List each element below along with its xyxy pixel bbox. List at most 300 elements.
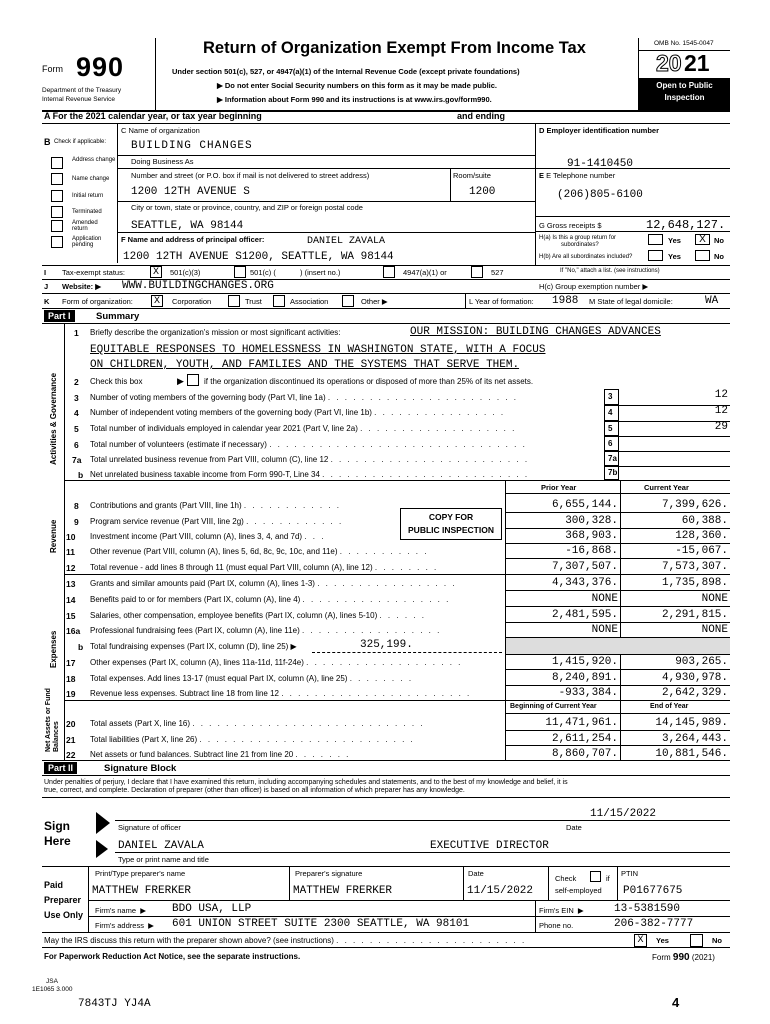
discuss-yes-box[interactable]: X: [634, 934, 647, 947]
line12-prior: 7,307,507.: [551, 561, 618, 573]
part1-side-divider: [64, 323, 65, 760]
box5: 5: [604, 421, 619, 436]
omb-number: OMB No. 1545-0047: [654, 40, 714, 47]
name-arrow-icon: [96, 840, 108, 858]
row-k-letter: K: [44, 297, 50, 306]
line7a-label-text: Total unrelated business revenue from Part VIII, column (C), line 12: [90, 455, 329, 464]
phone-rule: [535, 216, 730, 217]
hc-label: H(c) Group exemption number ▶: [539, 282, 649, 291]
line8-current: 7,399,626.: [661, 499, 728, 511]
line5-label-text: Total number of individuals employed in calendar year 2021 (Part V, line 2a): [90, 424, 358, 433]
perjury-line2: true, correct, and complete. Declaration of preparer (other than officer) is based on all information of which preparer has any knowledge.: [44, 787, 465, 794]
line21-label: Total liabilities (Part X, line 26) . . . . . . . . . . . . . . . . . . . . . . . . . .: [90, 735, 415, 744]
line2-number: 2: [74, 377, 79, 387]
line10-prior: 368,903.: [565, 530, 618, 542]
v-rule-7a: [619, 466, 730, 467]
date-col-divider: [463, 866, 464, 900]
firm-address: 601 UNION STREET SUITE 2300 SEATTLE, WA 98101: [172, 918, 470, 930]
line22-number: 22: [66, 750, 76, 760]
other-label-text: Other: [361, 297, 380, 306]
formation-label: L Year of formation:: [469, 297, 534, 306]
side-activities-governance: Activities & Governance: [49, 372, 58, 465]
city-rule: [117, 232, 535, 233]
amt-rule-11: [505, 558, 730, 559]
box3: 3: [604, 389, 619, 405]
paperwork-notice: For Paperwork Reduction Act Notice, see the separate instructions.: [44, 952, 301, 961]
discuss-yes: Yes: [656, 936, 669, 945]
corp-checkbox[interactable]: X: [151, 295, 163, 307]
stamp-line2: PUBLIC INSPECTION: [408, 525, 494, 535]
line2-arrow-icon: ▶: [177, 376, 184, 386]
website-value: WWW.BUILDINGCHANGES.ORG: [122, 280, 274, 292]
line8-label: Contributions and grants (Part VIII, line 1h) . . . . . . . . . . . .: [90, 501, 341, 510]
part2-title: Signature Block: [104, 763, 177, 774]
line4-label-text: Number of independent voting members of the governing body (Part VI, line 1b): [90, 408, 372, 417]
box7a: 7a: [604, 451, 619, 466]
initial-return-checkbox[interactable]: [51, 190, 63, 202]
line5-label: Total number of individuals employed in calendar year 2021 (Part V, line 2a) . . . . . . . . . . . . . . . . . . .: [90, 424, 517, 433]
line3-value: 12: [714, 389, 728, 401]
line12-label-text: Total revenue - add lines 8 through 11 (must equal Part VIII, column (A), line 12): [90, 563, 373, 572]
firm-name: BDO USA, LLP: [172, 903, 252, 915]
preparer-name: MATTHEW FRERKER: [92, 885, 192, 897]
line4-number: 4: [74, 408, 79, 418]
line7b-number: b: [78, 470, 84, 480]
line5-number: 5: [74, 424, 79, 434]
line18-label: Total expenses. Add lines 13-17 (must equal Part IX, column (A), line 25) . . . . . . . .: [90, 674, 414, 683]
line20-number: 20: [66, 719, 76, 729]
eoy-header: End of Year: [650, 703, 689, 710]
website-label-text: Website:: [62, 282, 94, 291]
amended-return-checkbox[interactable]: [51, 220, 63, 232]
line16a-label: Professional fundraising fees (Part IX, column (A), line 11e) . . . . . . . . . . . . . . . . .: [90, 626, 442, 635]
part1-rule: [42, 323, 730, 324]
officer-title: EXECUTIVE DIRECTOR: [430, 840, 549, 852]
line16b-shaded: [506, 638, 730, 654]
firm-address-label-text: Firm's address: [95, 921, 144, 930]
room-label: Room/suite: [453, 171, 491, 180]
ein-value: 91-1410450: [567, 158, 634, 170]
jsa-code: 1E1065 3.000: [32, 986, 73, 993]
part2-label: Part II: [44, 762, 77, 774]
line11-current: -15,067.: [675, 545, 728, 557]
domicile-state: WA: [705, 295, 719, 307]
ha-sub: subordinates?: [561, 242, 599, 248]
org-name: BUILDING CHANGES: [131, 140, 253, 152]
line11-number: 11: [66, 547, 75, 557]
hc-label-text: H(c) Group exemption number: [539, 282, 641, 291]
line8-number: 8: [74, 501, 79, 511]
part1-title: Summary: [96, 311, 140, 322]
net-assets-top-rule: [64, 700, 730, 701]
side-net-assets: Net Assets or Fund Balances: [45, 688, 60, 752]
terminated-label: Terminated: [72, 209, 102, 215]
line21-current: 3,264,443.: [661, 733, 728, 745]
form-footer: [652, 952, 715, 963]
line20-prior: 11,471,961.: [545, 717, 618, 729]
org-name-label: C Name of organization: [121, 126, 200, 135]
line18-prior: 8,240,891.: [551, 672, 618, 684]
ptin-label: PTIN: [621, 869, 639, 878]
box6: 6: [604, 436, 619, 451]
tax-status-label: Tax-exempt status:: [62, 268, 125, 277]
hb-label: H(b) Are all subordinates included?: [539, 254, 633, 260]
line13-label-text: Grants and similar amounts paid (Part IX, column (A), lines 1-3): [90, 579, 315, 588]
boy-header: Beginning of Current Year: [510, 703, 597, 710]
ssn-notice: ▶ Do not enter Social Security numbers on this form as it may be made public.: [217, 81, 498, 90]
ha-no: No: [714, 236, 724, 245]
application-pending-checkbox[interactable]: [51, 236, 63, 248]
a1-label: 4947(a)(1) or: [403, 268, 447, 277]
formation-year: 1988: [552, 295, 579, 307]
name-change-checkbox[interactable]: [51, 173, 63, 185]
line7a-label: Total unrelated business revenue from Part VIII, column (C), line 12 . . . . . . . . . . . . . . . . . . . . . . . .: [90, 455, 530, 464]
amt-rule-10: [505, 543, 730, 544]
form-org-label: Form of organization:: [62, 297, 133, 306]
preparer-sig-label[interactable]: Preparer's signature: [295, 869, 363, 878]
line19-prior: -933,384.: [558, 687, 618, 699]
sign-label: Sign: [44, 819, 70, 833]
ha-no-box[interactable]: X: [695, 234, 710, 245]
name-change-label: Name change: [72, 176, 110, 182]
info-notice: ▶ Information about Form 990 and its instructions is at www.irs.gov/form990.: [217, 95, 492, 104]
c3-label: 501(c)(3): [170, 268, 201, 277]
application-pending-label: Application pending: [72, 236, 102, 249]
box7b: 7b: [604, 466, 619, 480]
gross-receipts: 12,648,127.: [646, 218, 726, 232]
line17-current: 903,265.: [675, 656, 728, 668]
city-label: City or town, state or province, country, and ZIP or foreign postal code: [131, 203, 363, 212]
row-k-rule: [42, 308, 730, 309]
line13-prior: 4,343,376.: [551, 577, 618, 589]
stamp-line1: COPY FOR: [428, 512, 474, 522]
footer-form-word: Form: [652, 953, 671, 962]
gross-rule: [535, 231, 730, 232]
line22-current: 10,881,546.: [655, 748, 728, 760]
address-change-checkbox[interactable]: [51, 157, 63, 169]
box4: 4: [604, 405, 619, 421]
row-a-ending: and ending: [457, 111, 505, 121]
sign-bottom-rule: [42, 866, 730, 867]
v-rule-5: [619, 436, 730, 437]
line7b-label: Net unrelated business taxable income from Form 990-T, Line 34 . . . . . . . . . . . . . . . . . . . . . . . . .: [90, 470, 530, 479]
line19-label: Revenue less expenses. Subtract line 18 from line 12 . . . . . . . . . . . . . . . . . . . . . . .: [90, 689, 472, 698]
line10-current: 128,360.: [675, 530, 728, 542]
line16a-label-text: Professional fundraising fees (Part IX, column (A), line 11e): [90, 626, 300, 635]
c3-checkbox[interactable]: X: [150, 266, 162, 278]
preparer-name-label: Print/Type preparer's name: [95, 869, 186, 878]
principal-officer-label: F Name and address of principal officer:: [121, 235, 265, 244]
hb-yes: Yes: [668, 252, 681, 261]
irs-discuss-label: May the IRS discuss this return with the preparer shown above? (see instructions) . . . . . . . . . . . . . . . . . . . . . . .: [44, 936, 527, 945]
signature-date-label: Date: [566, 823, 582, 832]
amt-rule-15: [505, 622, 730, 623]
page-number: 4: [672, 995, 680, 1010]
line3-label: Number of voting members of the governing body (Part VI, line 1a) . . . . . . . . . . . . . . . . . . . . . . .: [90, 393, 518, 402]
website-label: Website: ▶: [62, 282, 101, 291]
line13-current: 1,735,898.: [661, 577, 728, 589]
line11-label-text: Other revenue (Part VIII, column (A), lines 5, 6d, 8c, 9c, 10c, and 11e): [90, 547, 338, 556]
line9-prior: 300,328.: [565, 515, 618, 527]
line16a-prior: NONE: [591, 624, 618, 636]
officer-sign-date: 11/15/2022: [590, 808, 657, 820]
form-word: Form: [42, 64, 63, 74]
line6-number: 6: [74, 440, 79, 450]
org-city: SEATTLE, WA 98144: [131, 220, 244, 232]
line16b-underline: [312, 652, 502, 653]
officer-print-name: DANIEL ZAVALA: [118, 840, 204, 852]
perjury-line1: Under penalties of perjury, I declare that I have examined this return, including accompanying schedules and statements, and to the best of my knowledge and belief, it is: [44, 779, 568, 786]
firm-address-label: Firm's address ▶: [95, 921, 154, 930]
here-label: Here: [44, 834, 71, 848]
discuss-no-box[interactable]: [690, 934, 703, 947]
discontinued-checkbox[interactable]: [187, 374, 199, 386]
firm-name-label: Firm's name ▶: [95, 906, 146, 915]
v-rule-6: [619, 451, 730, 452]
line21-prior: 2,611,254.: [551, 733, 618, 745]
preparer-signature: MATTHEW FRERKER: [293, 885, 393, 897]
c-checkbox[interactable]: [234, 266, 246, 278]
prior-year-header: Prior Year: [541, 483, 577, 492]
line16b-number: b: [78, 642, 84, 652]
amt-rule-8: [505, 512, 730, 513]
line17-number: 17: [66, 658, 76, 668]
amt-rule-13: [505, 590, 730, 591]
org-name-rule: [117, 155, 535, 156]
insert-label: ) (insert no.): [300, 268, 341, 277]
line16b-label-text: Total fundraising expenses (Part IX, column (D), line 25): [90, 642, 289, 651]
mission-line1: OUR MISSION: BUILDING CHANGES ADVANCES: [410, 326, 661, 338]
ein-rule: [535, 168, 730, 169]
side-expenses: Expenses: [49, 630, 58, 668]
form-title: Return of Organization Exempt From Income Tax: [203, 39, 586, 57]
assoc-checkbox[interactable]: [273, 295, 285, 307]
firm-phone: 206-382-7777: [614, 918, 694, 930]
line16b-value: 325,199.: [360, 639, 413, 651]
preparer-date: 11/15/2022: [467, 885, 534, 897]
corp-label: Corporation: [172, 297, 212, 306]
ein-label: D Employer identification number: [539, 126, 660, 135]
line12-label: Total revenue - add lines 8 through 11 (must equal Part VIII, column (A), line 12) . . . . . . . .: [90, 563, 439, 572]
initial-return-label: Initial return: [72, 193, 104, 199]
line13-label: Grants and similar amounts paid (Part IX, column (A), lines 1-3) . . . . . . . . . . . . . . . . .: [90, 579, 457, 588]
line10-label-text: Investment income (Part VIII, column (A), lines 3, 4, and 7d): [90, 532, 303, 541]
room-divider: [450, 168, 451, 201]
trust-label: Trust: [245, 297, 262, 306]
row-a-rule: [42, 123, 730, 124]
line9-label: Program service revenue (Part VIII, line 2g) . . . . . . . . . . . .: [90, 517, 344, 526]
v-rule-4: [619, 421, 730, 422]
current-year-header: Current Year: [644, 483, 689, 492]
dba-label: Doing Business As: [131, 157, 194, 166]
ptin-value: P01677675: [623, 885, 683, 897]
principal-officer-address: 1200 12TH AVENUE S1200, SEATTLE, WA 98144: [123, 251, 394, 263]
a1-checkbox[interactable]: [383, 266, 395, 278]
form-number: 990: [76, 52, 125, 82]
paid-divider: [88, 866, 89, 932]
part1-bottom-rule: [42, 760, 730, 761]
line6-label: Total number of volunteers (estimate if necessary) . . . . . . . . . . . . . . . . . . . . . . . . . . . . . . .: [90, 440, 527, 449]
line17-prior: 1,415,920.: [551, 656, 618, 668]
discuss-rule: [42, 947, 730, 948]
ha-label: H(a) Is this a group return for: [539, 235, 617, 241]
street-rule: [117, 201, 535, 202]
irs-label: Internal Revenue Service: [42, 96, 115, 103]
phone-label: E E Telephone number: [539, 171, 616, 180]
ptin-col-divider: [617, 866, 618, 900]
irs-discuss-text: May the IRS discuss this return with the preparer shown above? (see instructions): [44, 936, 334, 945]
amt-rule-12: [64, 574, 730, 575]
ha-yes: Yes: [668, 236, 681, 245]
gross-label: G Gross receipts $: [539, 221, 602, 230]
check-if-applicable: Check if applicable:: [54, 139, 107, 145]
line12-number: 12: [66, 563, 76, 573]
line5-value: 29: [714, 421, 728, 433]
line13-number: 13: [66, 579, 76, 589]
line18-label-text: Total expenses. Add lines 13-17 (must equal Part IX, column (A), line 25): [90, 674, 348, 683]
header-divider-left: [155, 38, 156, 110]
amt-rule-14: [505, 606, 730, 607]
line16a-current: NONE: [701, 624, 728, 636]
prior-col-left: [505, 480, 506, 760]
line21-label-text: Total liabilities (Part X, line 26): [90, 735, 198, 744]
line2-label-a: Check this box: [90, 377, 143, 386]
street-label: Number and street (or P.O. box if mail is not delivered to street address): [131, 171, 370, 180]
line3-number: 3: [74, 393, 79, 403]
check-col-divider: [548, 866, 549, 900]
line8-label-text: Contributions and grants (Part VIII, line 1h): [90, 501, 242, 510]
line10-label: Investment income (Part VIII, column (A), lines 3, 4, and 7d) . . .: [90, 532, 326, 541]
terminated-checkbox[interactable]: [51, 206, 63, 218]
firm-name-rule: [88, 916, 730, 917]
hb-no-box[interactable]: [695, 250, 710, 261]
paid-bottom-rule: [42, 932, 730, 933]
public-inspection-stamp: [400, 508, 502, 540]
dba-rule: [117, 168, 535, 169]
d-column-divider: [535, 123, 536, 265]
line22-prior: 8,860,707.: [551, 748, 618, 760]
line15-number: 15: [66, 611, 76, 621]
col-header-top-rule: [64, 480, 730, 481]
trust-checkbox[interactable]: [228, 295, 240, 307]
s527-checkbox[interactable]: [471, 266, 483, 278]
line14-label-text: Benefits paid to or for members (Part IX, column (A), line 4): [90, 595, 301, 604]
principal-officer-name: DANIEL ZAVALA: [307, 236, 386, 247]
self-employed-label: self-employed: [555, 886, 602, 895]
info-notice-text: Information about Form 990 and its instructions is at www.irs.gov/form990.: [224, 95, 492, 104]
line11-prior: -16,868.: [565, 545, 618, 557]
row-j-letter: J: [44, 282, 49, 291]
firm-phone-label: Phone no.: [539, 921, 574, 930]
use-only-label: Use Only: [44, 910, 84, 920]
check-label: Check: [555, 874, 577, 883]
other-checkbox[interactable]: [342, 295, 354, 307]
year-bold: 21: [684, 50, 710, 76]
line17-label-text: Other expenses (Part IX, column (A), lines 11a-11d, 11f-24e): [90, 658, 304, 667]
row-a-label: A For the 2021 calendar year, or tax year beginning: [44, 111, 262, 121]
signature-officer-label[interactable]: Signature of officer: [118, 823, 181, 832]
hb-yes-box[interactable]: [648, 250, 663, 261]
line14-number: 14: [66, 595, 76, 605]
line19-number: 19: [66, 689, 76, 699]
line20-label-text: Total assets (Part X, line 16): [90, 719, 191, 728]
line6-label-text: Total number of volunteers (estimate if necessary): [90, 440, 267, 449]
line4-value: 12: [714, 405, 728, 417]
self-employed-checkbox[interactable]: [590, 871, 601, 882]
open-public-text: Open to Public: [656, 81, 713, 90]
other-label: Other ▶: [361, 297, 388, 306]
prior-col-right: [620, 480, 621, 760]
if-label: if: [606, 874, 610, 883]
firm-ein: 13-5381590: [614, 903, 681, 915]
line16b-label: Total fundraising expenses (Part IX, column (D), line 25) ▶: [90, 642, 297, 651]
mission-line3: ON CHILDREN, YOUTH, AND FAMILIES AND THE SYSTEMS THAT SERVE THEM.: [90, 359, 520, 371]
hb-no: No: [714, 252, 724, 261]
ha-yes-box[interactable]: [648, 234, 663, 245]
part1-label: Part I: [44, 310, 75, 322]
line12-current: 7,573,307.: [661, 561, 728, 573]
net-assets-header-rule: [505, 713, 730, 714]
jsa-label: JSA: [46, 978, 58, 985]
line18-number: 18: [66, 674, 76, 684]
org-room: 1200: [469, 186, 496, 198]
paid-label: Paid: [44, 880, 64, 890]
preparer-row-rule: [88, 900, 730, 901]
line1-number: 1: [74, 328, 79, 338]
phone-value: (206)805-6100: [557, 189, 643, 201]
section-b-label: B: [44, 137, 51, 147]
line21-number: 21: [66, 735, 76, 745]
line16a-number: 16a: [66, 626, 81, 636]
line15-label-text: Salaries, other compensation, employee benefits (Part IX, column (A), lines 5-10): [90, 611, 378, 620]
open-public-badge: [639, 78, 730, 110]
domicile-label: M State of legal domicile:: [589, 297, 673, 306]
form-subtitle: Under section 501(c), 527, or 4947(a)(1) of the Internal Revenue Code (except private foundations): [172, 67, 520, 76]
phone-label-text: E Telephone number: [546, 171, 616, 180]
assoc-label: Association: [290, 297, 329, 306]
part2-rule: [42, 775, 730, 776]
ssn-notice-text: Do not enter Social Security numbers on this form as it may be made public.: [224, 81, 498, 90]
amt-rule-20: [505, 730, 730, 731]
line14-current: NONE: [701, 593, 728, 605]
side-revenue: Revenue: [49, 519, 58, 553]
line7a-number: 7a: [72, 455, 82, 465]
firm-name-label-text: Firm's name: [95, 906, 137, 915]
line22-label: Net assets or fund balances. Subtract line 21 from line 20 . . . . . . .: [90, 750, 351, 759]
dept-treasury: Department of the Treasury: [42, 87, 122, 94]
amt-rule-9: [505, 528, 730, 529]
s527-label: 527: [491, 268, 504, 277]
amt-rule-21: [505, 745, 730, 746]
perjury-rule: [42, 797, 730, 798]
line9-current: 60,388.: [681, 515, 728, 527]
line15-label: Salaries, other compensation, employee benefits (Part IX, column (A), lines 5-10) . . . . . .: [90, 611, 426, 620]
amt-rule-18: [505, 685, 730, 686]
line7b-label-text: Net unrelated business taxable income from Form 990-T, Line 34: [90, 470, 320, 479]
footer-form-year: (2021): [691, 953, 715, 962]
line19-label-text: Revenue less expenses. Subtract line 18 from line 12: [90, 689, 279, 698]
amt-rule-16a: [505, 637, 730, 638]
firm-ein-label: Firm's EIN ▶: [539, 906, 584, 915]
batch-code: 7843TJ YJ4A: [78, 998, 151, 1010]
row-j-rule: [42, 293, 730, 294]
line20-label: Total assets (Part X, line 16) . . . . . . . . . . . . . . . . . . . . . . . . . . . .: [90, 719, 425, 728]
line9-label-text: Program service revenue (Part VIII, line 2g): [90, 517, 244, 526]
mission-line2: EQUITABLE RESPONSES TO HOMELESSNESS IN WASHINGTON STATE, WITH A FOCUS: [90, 344, 546, 356]
line20-current: 14,145,989.: [655, 717, 728, 729]
line11-label: Other revenue (Part VIII, column (A), lines 5, 6d, 8c, 9c, 10c, and 11e) . . . . . . . . . . .: [90, 547, 429, 556]
line2-label-b: if the organization discontinued its operations or disposed of more than 25% of its net assets.: [204, 377, 534, 386]
